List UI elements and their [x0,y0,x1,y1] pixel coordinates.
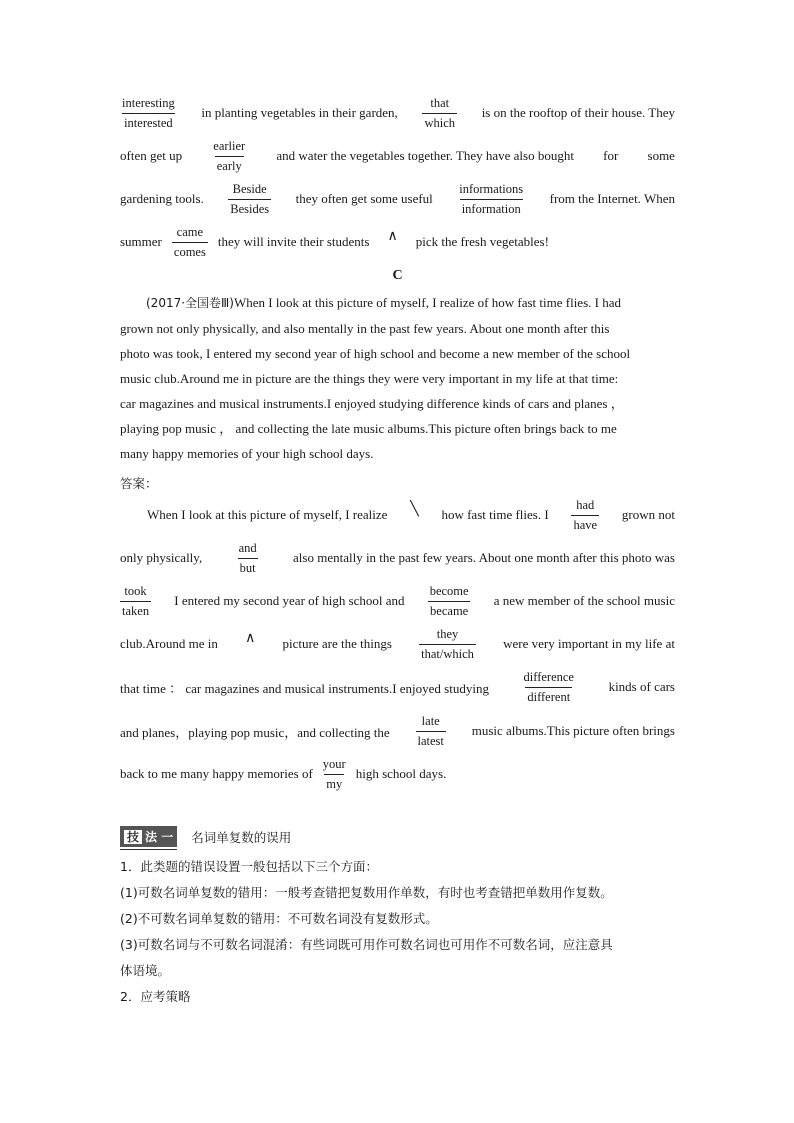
correction-pair: took taken [122,584,150,618]
correction-pair: that which [424,96,456,130]
text-span: summer [120,234,162,249]
text-span: and water the vegetables together. They have also bought [276,148,574,163]
answer-line-4 [120,627,675,661]
correction-pair: your my [322,757,346,791]
insert-caret-icon: ∧ [245,630,256,646]
passage-line: photo was took, I entered my second year of high school and become a new member of the school [120,346,631,361]
technique-badge: 技 法 一 [120,826,177,847]
answer-line-3 [120,584,675,618]
technique-title: 名词单复数的误用 [191,829,292,845]
text-span: When I look at this picture of myself, I realize [147,507,388,522]
correction-pair: difference different [523,670,574,704]
technique-item: 体语境。 [120,963,171,978]
answer-line-2 [120,541,675,575]
correction-line-3 [120,182,675,216]
correction-pair: interesting interested [122,96,175,130]
text-span: grown not [621,507,675,522]
text-span: from the Internet. When [549,191,675,206]
text-span: how fast time flies. I [441,507,549,522]
text-span: gardening tools. [120,191,204,206]
correction-pair: had have [573,498,598,532]
passage-line: When I look at this picture of myself, I realize of how fast time flies. I had [234,295,621,310]
answer-line-7 [120,757,675,791]
correction-pair: they that/which [421,627,474,661]
correction-pair: become became [429,584,469,618]
text-span: is on the rooftop of their house. They [481,105,675,120]
text-span: picture are the things [282,636,392,651]
passage-line: music club.Around me in picture are the things they were very important in my life at that time: [120,371,619,386]
passage-line: many happy memories of your high school days. [120,446,374,461]
passage-line: car magazines and musical instruments.I enjoyed studying difference kinds of cars and planes ， [120,396,624,411]
correction-pair: earlier early [213,139,246,173]
correction-pair: Beside Besides [230,182,270,216]
section-heading-c: C [392,268,403,283]
text-span: some [647,148,675,163]
text-span: I entered my second year of high school and [174,593,405,608]
technique-header [120,826,675,847]
text-span: often get up [120,148,183,163]
text-span: high school days. [355,766,447,781]
correction-line-2 [120,139,675,173]
correction-pair: and but [238,541,257,575]
text-span: back to me many happy memories of [120,766,313,781]
answer-line-5 [120,670,675,704]
correction-line-4 [120,225,675,259]
technique-item: 2．应考策略 [120,989,191,1004]
insert-caret-icon: ∧ [387,228,398,244]
text-span: in planting vegetables in their garden, [201,105,398,120]
text-span: pick the fresh vegetables! [415,234,549,249]
technique-item: 1．此类题的错误设置一般包括以下三个方面： [120,859,378,874]
text-span: music albums.This picture often brings [471,723,675,738]
technique-item: (1)可数名词单复数的错用：一般考查错把复数用作单数，有时也考查错把单数用作复数。 [120,885,613,900]
source-tag: (2017·全国卷Ⅲ) [146,296,234,310]
text-span: that time ： car magazines and musical instruments.I enjoyed studying [120,680,489,696]
text-span: also mentally in the past few years. About one month after this photo was [293,550,675,565]
answer-line-6 [120,714,675,748]
text-span: a new member of the school music [493,593,675,608]
correction-pair: came comes [173,225,206,259]
text-span: they will invite their students [217,234,370,249]
text-span: club.Around me in [120,636,218,651]
passage-c [120,290,675,466]
correction-line-1 [120,96,675,130]
answer-line-1 [120,498,675,532]
technique-item: (3)可数名词与不可数名词混淆：有些词既可用作可数名词也可用作不可数名词，应注意具 [120,937,613,952]
technique-item: (2)不可数名词单复数的错用：不可数名词没有复数形式。 [120,911,438,926]
text-span: they often get some useful [295,191,433,206]
delete-mark-icon: ╲ [410,501,419,517]
correction-pair: informations information [459,182,524,216]
passage-line: grown not only physically, and also mentally in the past few years. About one month after this [120,321,610,336]
text-span: only physically, [120,550,203,565]
technique-body [120,854,675,1010]
text-span: for [603,148,619,163]
correction-pair: late latest [417,714,444,748]
text-span: and planes，playing pop music，and collecting the [120,724,390,740]
text-span: were very important in my life at [503,636,675,651]
passage-line: playing pop music ， and collecting the late music albums.This picture often brings back to me [120,421,617,436]
answer-label: 答案： [120,476,158,491]
text-span: kinds of cars [608,679,675,694]
